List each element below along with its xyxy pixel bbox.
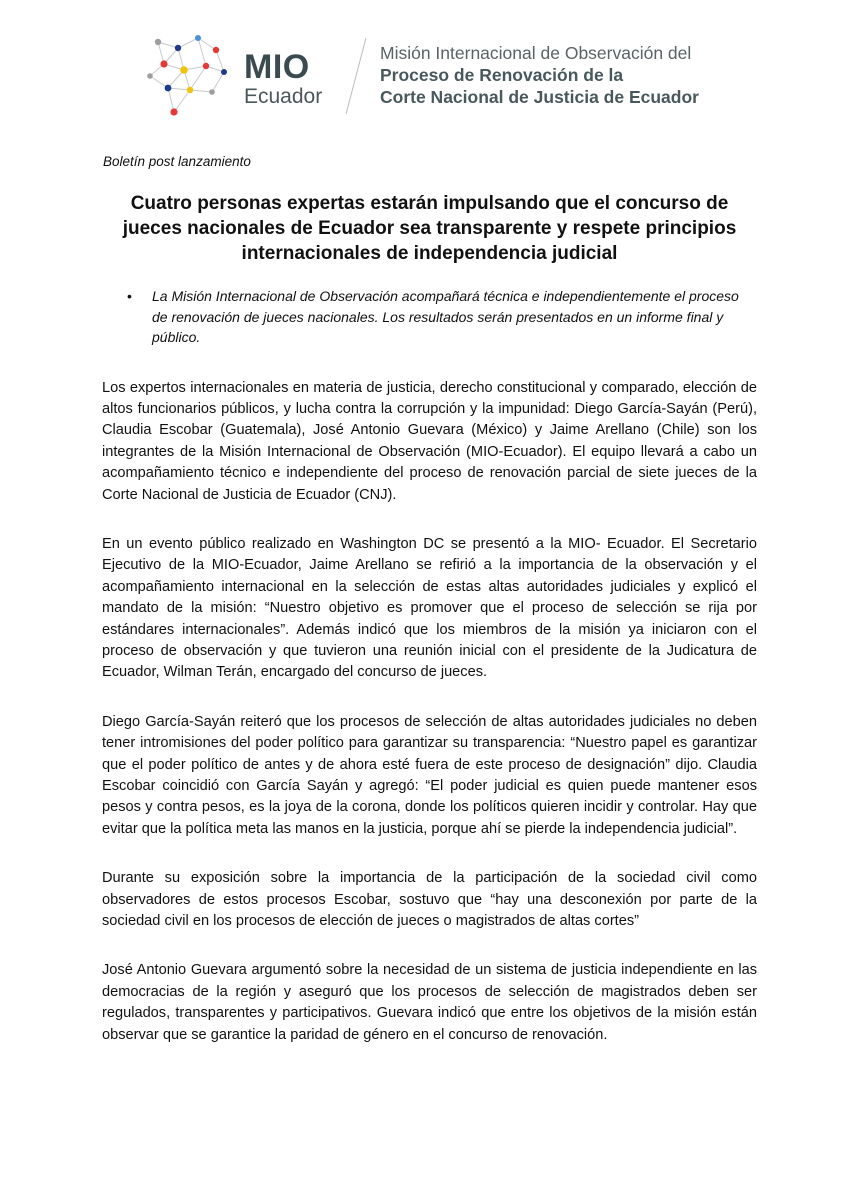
paragraph-event: En un evento público realizado en Washington DC se presentó a la MIO- Ecuador. El Secretario Ejecutivo de la MIO-Ecuador, Jaime Arellano se refirió a la importancia de la observación y el acompañamiento internacional en la selección de estas altas autoridades judiciales y explicó el mandato de la misión: “Nuestro objetivo es promover que el proceso de selección se rija por estándares internacionales”. Además indicó que los miembros de la misión ya iniciaron con el proceso de observación y que tuvieron una reunión inicial con el presidente de la Judicatura de Ecuador, Wilman Terán, encargado del concurso de jueces.: [102, 535, 757, 681]
headline: Cuatro personas expertas estarán impulsando que el concurso de jueces nacionales de Ecuador sea transparente y respete principios internacionales de independencia judicial: [122, 193, 737, 264]
paragraph-guevara: José Antonio Guevara argumentó sobre la necesidad de un sistema de justicia independiente en las democracias de la región y aseguró que los procesos de selección de magistrados deben ser regulados, transparentes y participativos. Guevara indicó que entre los objetivos de la misión están observar que se garantice la paridad de género en el concurso de renovación.: [102, 962, 757, 1043]
mission-title-line-3: Corte Nacional de Justicia de Ecuador: [380, 87, 699, 107]
document-body: [102, 150, 757, 1046]
summary-bullet-list: [102, 286, 757, 348]
logo-country: Ecuador: [244, 85, 323, 108]
mission-title-line-1: Misión Internacional de Observación del: [380, 43, 692, 63]
logo-title: MIO: [244, 48, 310, 86]
summary-bullet-text: La Misión Internacional de Observación acompañará técnica e independientemente el proceso de renovación de jueces nacionales. Los resultados serán presentados en un informe final y público.: [152, 288, 739, 345]
logo-wordmark: [244, 50, 354, 120]
summary-bullet: [102, 286, 757, 348]
paragraph-garcia-sayan: Diego García-Sayán reiteró que los procesos de selección de altas autoridades judiciales no deben tener intromisiones del poder político para garantizar su transparencia: “Nuestro papel es garantizar que el poder político de antes y de ahora esté fuera de este proceso de designación” dijo. Claudia Escobar coincidió con García Sayán y agregó: “El poder judicial es quien puede mantener esos pesos y contra pesos, es la joya de la corona, donde los políticos quieren incidir y controlar. Hay que evitar que la política meta las manos en la justicia, porque ahí se pierde la independencia judicial”.: [102, 713, 757, 837]
bullet-icon: •: [127, 288, 132, 304]
network-logo-icon: [140, 28, 232, 120]
paragraph-civil-society: Durante su exposición sobre la importancia de la participación de la sociedad civil como observadores de estos procesos Escobar, sostuvo que “hay una desconexión por parte de la sociedad civil en los procesos de elección de jueces o magistrados de altas cortes”: [102, 870, 757, 930]
mission-title-line-2: Proceso de Renovación de la: [380, 65, 624, 85]
letterhead: [140, 28, 760, 123]
logo-divider: [340, 36, 370, 116]
mission-title: [380, 42, 760, 108]
paragraph-experts: Los expertos internacionales en materia de justicia, derecho constitucional y comparado, elección de altos funcionarios públicos, y lucha contra la corrupción y la impunidad: Diego García-Sayán (Perú), Claudia Escobar (Guatemala), José Antonio Guevara (México) y Jaime Arellano (Chile) son los integrantes de la Misión Internacional de Observación (MIO-Ecuador). El equipo llevará a cabo un acompañamiento técnico e independiente del proceso de renovación parcial de siete jueces de la Corte Nacional de Justicia de Ecuador (CNJ).: [102, 379, 757, 503]
bulletin-label: Boletín post lanzamiento: [103, 154, 251, 169]
